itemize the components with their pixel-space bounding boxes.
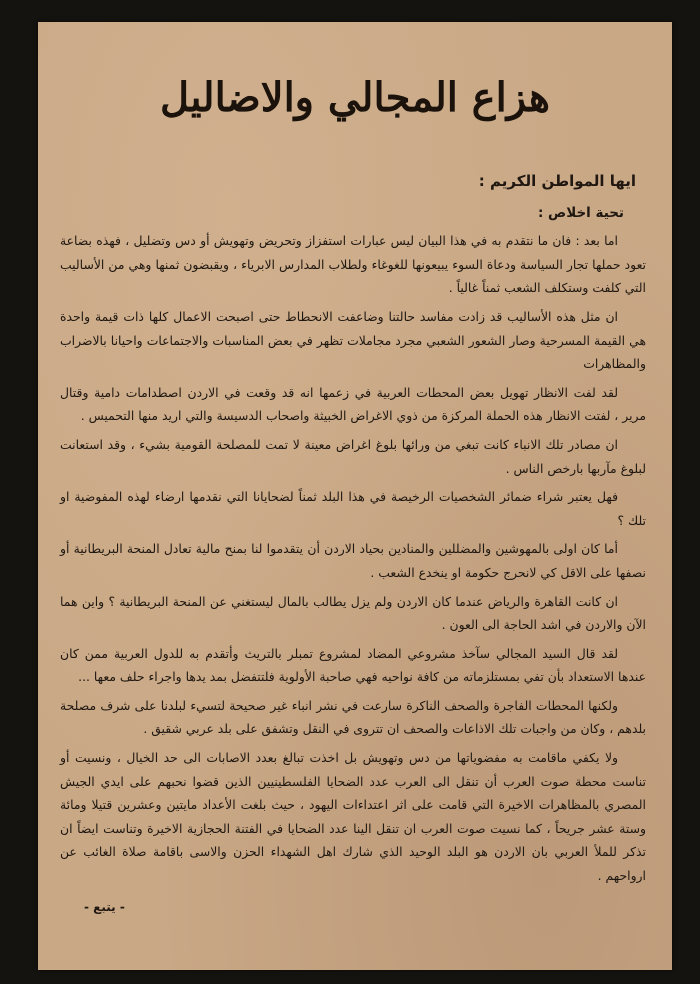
paragraph-3: لقد لفت الانظار تهويل بعض المحطات العربية في زعمها انه قد وقعت في الاردن اصطدامات دامية وقتال مرير ، لفتت الانظار هذه الحملة المركزة من ذوي الاغراض الخبيثة واصحاب الدسيسة والتي اريد منها التحميس . xyxy=(60,384,646,424)
leaflet-page xyxy=(38,22,672,970)
greeting: تحية اخلاص : xyxy=(537,204,624,221)
paragraph-8: لقد قال السيد المجالي سآخذ مشروعي المضاد لمشروع تمبلر بالتريث وأتقدم به للدول العربية ممن كان عندها الاستعداد بأن تفي بمستلزماته من كافة نواحيه فهي صاحبة الأولوية فلتتفضل بمد يدها واجراء حلف معها ... xyxy=(60,645,646,685)
paragraph-6: أما كان اولى بالمهوشين والمضللين والمنادين بحياد الاردن أن يتقدموا لنا بمنح مالية تعادل المنحة البريطانية أو نصفها على الاقل كي لانحرج حكومة او ينخدع الشعب . xyxy=(60,541,646,580)
document-body xyxy=(60,170,646,893)
paragraph-7: ان كانت القاهرة والرياض عندما كان الاردن ولم يزل يطالب بالمال ليستغني عن المنحة البريطانية ؟ واين هما الآن والاردن في اشد الحاجة الى العون . xyxy=(60,593,646,633)
paragraph-5: فهل يعتبر شراء ضمائر الشخصيات الرخيصة في هذا البلد ثمناً لضحايانا التي نقدمها ارضاء لهذه المفوضية او تلك ؟ xyxy=(60,489,646,528)
paragraph-4: ان مصادر تلك الانباء كانت تبغي من ورائها بلوغ اغراض معينة لا تمت للمصلحة القومية بشيء ، وقد استعانت لبلوغ مآربها بارخص الناس . xyxy=(60,436,646,476)
paragraph-1: اما بعد : فان ما نتقدم به في هذا البيان ليس عبارات استفزاز وتحريض وتهويش أو دس وتضليل ، فهذه بضاعة تعود حملها تجار السياسة ودعاة السوء يبيعونها للغوغاء ولطلاب المدارس الابرياء ، ويقبضون ثمنها وهي من الأساليب التي كلفت وستكلف الشعب ثمناً غالياً . xyxy=(60,233,646,296)
paragraph-10: ولا يكفي ماقامت به مفضوياتها من دس وتهويش بل اخذت تبالغ بعدد الاصابات الى حد الخيال ، ونسيت أو تناست محطة صوت العرب أن تنقل الى العرب عدد الضحايا الفلسطينيين الذين قضوا نحبهم على ايدي الجيش المصري بالمظاهرات الاخيرة التي قامت على اثر اعتداءات اليهود ، حيث بلغت الأعداد مايتين وعشرين قتيلا ومائة وستة عشر جريحاً ، كما نسيت صوت العرب ان تنقل الينا عدد الضحايا في الفتنة الحجازية الاخيرة وتناست ايضاً ان تذكر للملأ العربي بان الاردن هو البلد الوحيد الذي شارك اهل الشهداء الحزن والاسى باقامة صلاة الغائب عن ارواحهم . xyxy=(60,750,646,884)
document-title: هزاع المجالي والاضاليل xyxy=(160,74,550,121)
paragraph-2: ان مثل هذه الأساليب قد زادت مفاسد حالتنا وضاعفت الانحطاط حتى اصبحت الاعمال كلها ذات قيمة واحدة هي القيمة المسرحية وصار الشعور الشعبي مجرد مجاملات تظهر في بعض المناسبات والاجتماعات واحيانا بالاضراب والمظاهرات xyxy=(60,308,646,372)
paragraph-9: ولكنها المحطات الفاجرة والصحف الناكرة سارعت في نشر انباء غير صحيحة لتسيء لبلدنا على شرف مصلحة بلدهم ، وكان من واجبات تلك الاذاعات والصحف ان تتروى في النقل وتشفق على بلد عربي شقيق . xyxy=(60,697,646,737)
continued-note: - يتبع - xyxy=(84,900,125,914)
salutation: ايها المواطن الكريم : xyxy=(478,172,636,190)
